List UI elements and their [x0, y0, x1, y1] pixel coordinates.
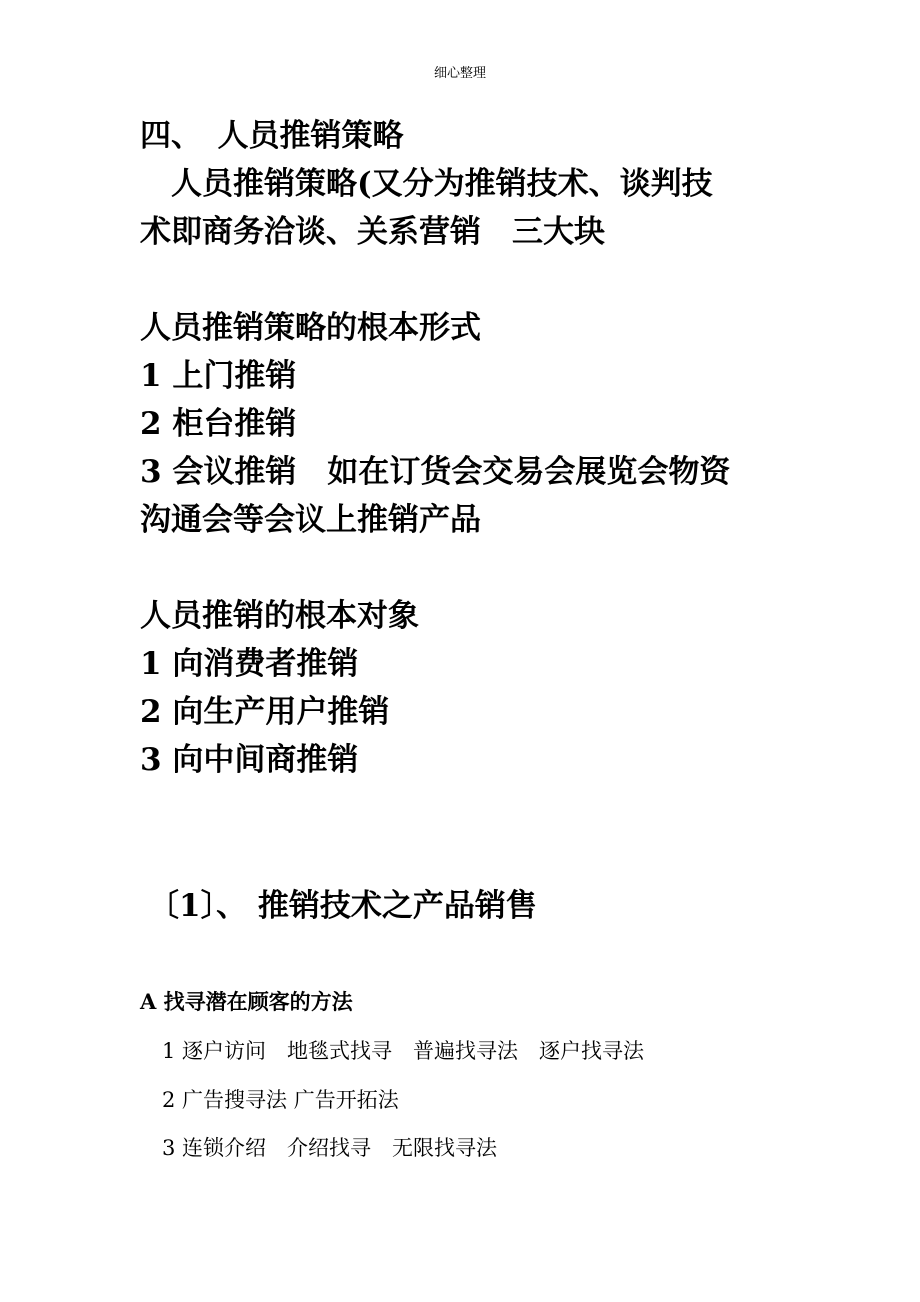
method-a-item: 3 连锁介绍 介绍找寻 无限找寻法 — [162, 1136, 498, 1160]
basic-targets-item: 3 向中间商推销 — [140, 742, 359, 778]
basic-targets-item: 1 向消费者推销 — [140, 646, 359, 682]
basic-targets-title: 人员推销的根本对象 — [140, 598, 419, 634]
basic-forms-item: 3 会议推销 如在订货会交易会展览会物资 — [140, 454, 731, 490]
method-a-item: 1 逐户访问 地毯式找寻 普遍找寻法 逐户找寻法 — [162, 1039, 645, 1063]
section-heading: 四、 人员推销策略 — [140, 118, 404, 154]
page-header: 细心整理 — [433, 66, 486, 81]
method-a-title: A 找寻潜在顾客的方法 — [140, 989, 353, 1014]
subsection-heading: 〔1〕、 推销技术之产品销售 — [148, 888, 537, 924]
method-a-item: 2 广告搜寻法 广告开拓法 — [162, 1088, 399, 1112]
basic-forms-item-continued: 沟通会等会议上推销产品 — [140, 502, 481, 538]
basic-forms-item: 2 柜台推销 — [140, 406, 297, 442]
basic-forms-title: 人员推销策略的根本形式 — [140, 310, 481, 346]
intro-line-2: 术即商务洽谈、关系营销 三大块 — [140, 214, 605, 250]
basic-targets-item: 2 向生产用户推销 — [140, 694, 390, 730]
intro-line-1: 人员推销策略(又分为推销技术、谈判技 — [140, 166, 713, 202]
basic-forms-item: 1 上门推销 — [140, 358, 297, 394]
